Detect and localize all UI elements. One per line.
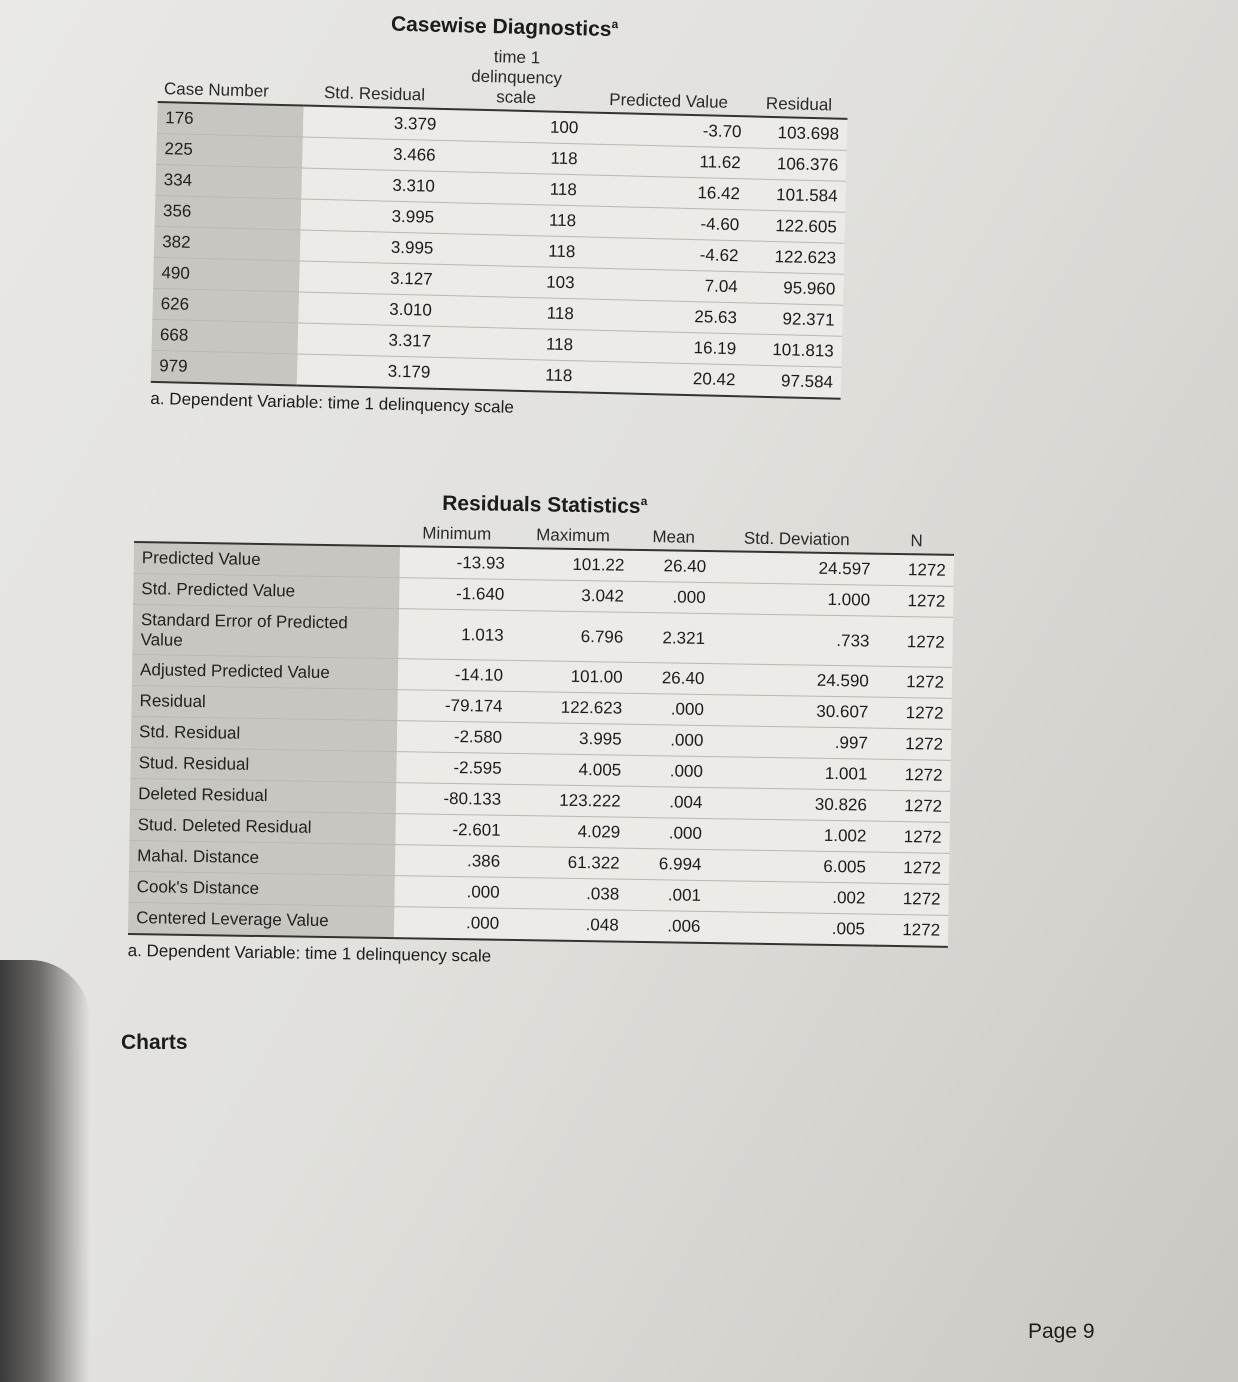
case-number-cell: 356 xyxy=(155,195,302,230)
maximum-cell: 122.623 xyxy=(510,692,630,725)
charts-heading: Charts xyxy=(121,1031,188,1054)
residuals-title-text: Residuals Statistics xyxy=(442,491,641,518)
maximum-cell: 4.005 xyxy=(509,754,629,787)
maximum-cell: 101.22 xyxy=(513,548,633,581)
residual-cell: 95.960 xyxy=(745,272,843,305)
minimum-cell: -2.580 xyxy=(397,721,510,754)
n-cell: 1272 xyxy=(877,616,953,667)
minimum-cell: .000 xyxy=(394,907,507,940)
minimum-cell: -2.601 xyxy=(395,814,508,847)
predicted-value-cell: 7.04 xyxy=(582,268,746,303)
minimum-cell: -14.10 xyxy=(398,659,511,692)
case-number-cell: 334 xyxy=(155,164,302,199)
casewise-body xyxy=(151,102,848,399)
std-deviation-cell: 6.005 xyxy=(709,850,874,884)
std-deviation-cell: .005 xyxy=(708,912,873,946)
col-std-deviation: Std. Deviation xyxy=(714,526,879,554)
n-cell: 1272 xyxy=(875,790,951,822)
predicted-value-cell: 16.19 xyxy=(581,330,745,365)
minimum-cell: -1.640 xyxy=(399,578,512,611)
residuals-title-sup: a xyxy=(640,493,648,509)
minimum-cell: .000 xyxy=(394,876,507,909)
std-residual-cell: 3.179 xyxy=(297,354,439,389)
col-delinquency: time 1 delinquency scale xyxy=(445,44,589,112)
row-label-cell: Mahal. Distance xyxy=(129,841,395,876)
row-label-cell: Stud. Deleted Residual xyxy=(129,810,395,845)
n-cell: 1272 xyxy=(876,728,952,760)
mean-cell: .000 xyxy=(628,817,710,849)
row-label-cell: Predicted Value xyxy=(134,542,400,578)
minimum-cell: 1.013 xyxy=(398,609,512,661)
casewise-table xyxy=(151,37,849,400)
std-residual-cell: 3.310 xyxy=(301,168,443,202)
n-cell: 1272 xyxy=(873,883,949,915)
row-label-cell: Deleted Residual xyxy=(130,779,396,814)
case-number-cell: 225 xyxy=(156,133,303,168)
maximum-cell: 101.00 xyxy=(511,661,631,694)
col-case-number: Case Number xyxy=(158,37,306,106)
residuals-footnote: a. Dependent Variable: time 1 delinquency scale xyxy=(127,941,492,966)
predicted-value-cell: 16.42 xyxy=(584,175,748,210)
maximum-cell: 4.029 xyxy=(508,816,628,849)
residual-cell: 101.584 xyxy=(748,179,846,212)
predicted-value-cell: 25.63 xyxy=(581,299,745,334)
std-deviation-cell: 24.590 xyxy=(712,664,877,698)
mean-cell: .001 xyxy=(627,879,709,911)
std-deviation-cell: 1.001 xyxy=(711,757,876,791)
residuals-statistics-block xyxy=(128,486,955,974)
mean-cell: .006 xyxy=(626,910,708,943)
maximum-cell: 3.042 xyxy=(512,579,632,612)
residuals-body xyxy=(128,542,954,947)
delinquency-cell: 118 xyxy=(441,233,584,267)
residual-cell: 101.813 xyxy=(744,334,842,367)
n-cell: 1272 xyxy=(878,554,954,587)
casewise-title-text: Casewise Diagnostics xyxy=(390,12,612,42)
col-n: N xyxy=(879,529,955,555)
predicted-value-cell: -3.70 xyxy=(586,112,750,147)
n-cell: 1272 xyxy=(877,666,953,698)
residual-cell: 92.371 xyxy=(745,303,843,336)
mean-cell: .000 xyxy=(629,724,711,756)
std-deviation-cell: 1.000 xyxy=(713,583,878,617)
predicted-value-cell: 11.62 xyxy=(585,144,749,179)
residuals-table xyxy=(128,517,954,948)
col-std-residual: Std. Residual xyxy=(304,41,447,109)
delinquency-cell: 118 xyxy=(438,357,581,392)
mean-cell: .000 xyxy=(630,693,712,725)
residual-cell: 122.623 xyxy=(746,241,844,274)
row-label-cell: Std. Residual xyxy=(131,717,397,752)
delinquency-cell: 118 xyxy=(442,171,585,205)
n-cell: 1272 xyxy=(874,821,950,853)
row-label-cell: Standard Error of Predicted Value xyxy=(132,604,399,658)
mean-cell: 26.40 xyxy=(632,550,714,583)
n-cell: 1272 xyxy=(873,914,949,947)
case-number-cell: 490 xyxy=(153,257,300,292)
case-number-cell: 668 xyxy=(152,319,299,354)
std-residual-cell: 3.995 xyxy=(301,199,443,233)
predicted-value-cell: -4.60 xyxy=(584,206,748,241)
minimum-cell: -13.93 xyxy=(400,546,513,579)
std-residual-cell: 3.010 xyxy=(298,292,440,326)
delinquency-cell: 118 xyxy=(439,326,582,360)
minimum-cell: -2.595 xyxy=(396,752,509,785)
maximum-cell: 3.995 xyxy=(510,723,630,756)
mean-cell: .000 xyxy=(629,755,711,787)
n-cell: 1272 xyxy=(875,759,951,791)
delinquency-cell: 100 xyxy=(444,109,587,144)
row-label-cell: Std. Predicted Value xyxy=(133,573,399,608)
std-residual-cell: 3.995 xyxy=(300,230,442,264)
col-minimum: Minimum xyxy=(400,521,513,548)
maximum-cell: .038 xyxy=(507,877,627,910)
std-deviation-cell: 24.597 xyxy=(714,551,879,585)
n-cell: 1272 xyxy=(878,585,954,617)
mean-cell: 2.321 xyxy=(631,612,713,663)
std-deviation-cell: .997 xyxy=(711,726,876,760)
casewise-title-sup: a xyxy=(611,17,619,32)
std-deviation-cell: .002 xyxy=(709,881,874,915)
maximum-cell: 61.322 xyxy=(508,847,628,880)
row-label-cell: Residual xyxy=(131,686,397,721)
col-residual: Residual xyxy=(750,51,849,118)
casewise-diagnostics-block xyxy=(150,6,850,426)
std-deviation-cell: 30.826 xyxy=(710,788,875,822)
minimum-cell: -79.174 xyxy=(397,690,510,723)
delinquency-cell: 103 xyxy=(440,264,583,298)
predicted-value-cell: 20.42 xyxy=(580,361,744,396)
maximum-cell: 123.222 xyxy=(509,785,629,818)
col-maximum: Maximum xyxy=(513,523,633,550)
std-residual-cell: 3.379 xyxy=(303,106,445,141)
row-label-cell: Centered Leverage Value xyxy=(128,903,394,939)
maximum-cell: .048 xyxy=(507,908,627,941)
case-number-cell: 626 xyxy=(152,288,299,323)
case-number-cell: 382 xyxy=(154,226,301,261)
residual-cell: 103.698 xyxy=(749,116,847,150)
std-residual-cell: 3.466 xyxy=(302,137,444,171)
predicted-value-cell: -4.62 xyxy=(583,237,747,272)
residual-cell: 106.376 xyxy=(748,148,846,181)
col-predicted-value: Predicted Value xyxy=(587,47,752,116)
row-label-cell: Adjusted Predicted Value xyxy=(132,655,398,690)
mean-cell: 6.994 xyxy=(627,848,709,880)
mean-cell: .004 xyxy=(628,786,710,818)
col-mean: Mean xyxy=(633,525,715,551)
row-label-cell: Stud. Residual xyxy=(130,748,396,783)
std-residual-cell: 3.127 xyxy=(299,261,441,295)
maximum-cell: 6.796 xyxy=(511,610,631,662)
mean-cell: .000 xyxy=(632,581,714,613)
std-deviation-cell: 30.607 xyxy=(712,695,877,729)
minimum-cell: .386 xyxy=(395,845,508,878)
std-residual-cell: 3.317 xyxy=(298,323,440,357)
mean-cell: 26.40 xyxy=(630,662,712,694)
n-cell: 1272 xyxy=(874,852,950,884)
n-cell: 1272 xyxy=(876,697,952,729)
std-deviation-cell: .733 xyxy=(713,614,878,667)
case-number-cell: 979 xyxy=(151,350,298,385)
delinquency-cell: 118 xyxy=(442,202,585,236)
residual-cell: 97.584 xyxy=(743,365,841,399)
row-label-cell: Cook's Distance xyxy=(128,872,394,907)
page-number: Page 9 xyxy=(1028,1320,1095,1343)
minimum-cell: -80.133 xyxy=(396,783,509,816)
residual-cell: 122.605 xyxy=(747,210,845,243)
delinquency-cell: 118 xyxy=(443,140,586,174)
std-deviation-cell: 1.002 xyxy=(710,819,875,853)
case-number-cell: 176 xyxy=(157,102,304,137)
delinquency-cell: 118 xyxy=(439,295,582,329)
casewise-footnote: a. Dependent Variable: time 1 delinquency scale xyxy=(150,388,515,417)
